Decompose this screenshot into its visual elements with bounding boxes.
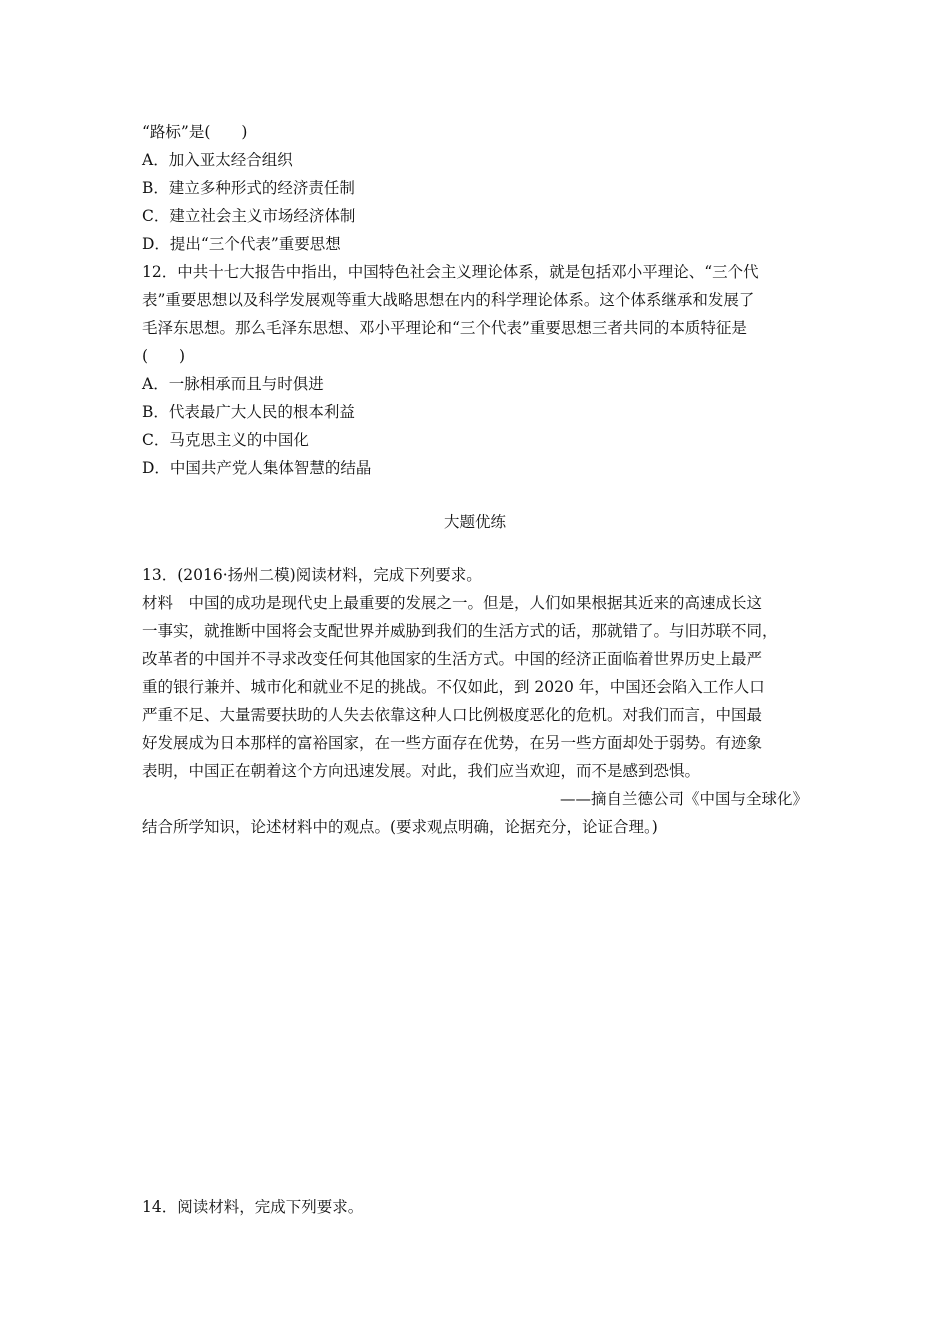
q12-option-d: D．中国共产党人集体智慧的结晶 xyxy=(142,459,372,477)
q11-option-b: B．建立多种形式的经济责任制 xyxy=(142,179,355,197)
q12-stem-line: 毛泽东思想。那么毛泽东思想、邓小平理论和“三个代表”重要思想三者共同的本质特征是 xyxy=(142,319,747,337)
q13-material-line: 好发展成为日本那样的富裕国家，在一些方面存在优势，在另一些方面却处于弱势。有迹象 xyxy=(142,734,763,752)
q14-header: 14．阅读材料，完成下列要求。 xyxy=(142,1198,364,1216)
q12-option-c: C．马克思主义的中国化 xyxy=(142,431,309,449)
section-title: 大题优练 xyxy=(443,513,506,531)
q12-option-a: A．一脉相承而且与时俱进 xyxy=(142,375,324,393)
q13-material-line: 严重不足、大量需要扶助的人失去依靠这种人口比例极度恶化的危机。对我们而言，中国最 xyxy=(142,706,763,724)
q12-stem-line: ( ) xyxy=(142,347,186,365)
q13-material-line: 表明，中国正在朝着这个方向迅速发展。对此，我们应当欢迎，而不是感到恐惧。 xyxy=(142,762,701,780)
q11-option-d: D．提出“三个代表”重要思想 xyxy=(142,235,341,253)
q12-stem-line: 12．中共十七大报告中指出，中国特色社会主义理论体系，就是包括邓小平理论、“三个代 xyxy=(142,263,759,281)
q13-material-line: 一事实，就推断中国将会支配世界并威胁到我们的生活方式的话，那就错了。与旧苏联不同， xyxy=(142,622,778,640)
q11-stem-tail: “路标”是( ) xyxy=(142,123,248,141)
q13-material-line: 材料 中国的成功是现代史上最重要的发展之一。但是，人们如果根据其近来的高速成长这 xyxy=(142,594,763,612)
q13-material-line: 改革者的中国并不寻求改变任何其他国家的生活方式。中国的经济正面临着世界历史上最严 xyxy=(142,650,763,668)
q12-option-b: B．代表最广大人民的根本利益 xyxy=(142,403,355,421)
q13-material-line: 重的银行兼并、城市化和就业不足的挑战。不仅如此，到 2020 年，中国还会陷入工作人口 xyxy=(142,678,765,696)
q13-source: ——摘自兰德公司《中国与全球化》 xyxy=(559,790,808,808)
q11-option-a: A．加入亚太经合组织 xyxy=(142,151,293,169)
q11-option-c: C．建立社会主义市场经济体制 xyxy=(142,207,356,225)
q13-header: 13．(2016·扬州二模)阅读材料，完成下列要求。 xyxy=(142,566,482,584)
q12-stem-line: 表”重要思想以及科学发展观等重大战略思想在内的科学理论体系。这个体系继承和发展了 xyxy=(142,291,755,309)
q13-task: 结合所学知识，论述材料中的观点。(要求观点明确，论据充分，论证合理。) xyxy=(142,818,658,836)
